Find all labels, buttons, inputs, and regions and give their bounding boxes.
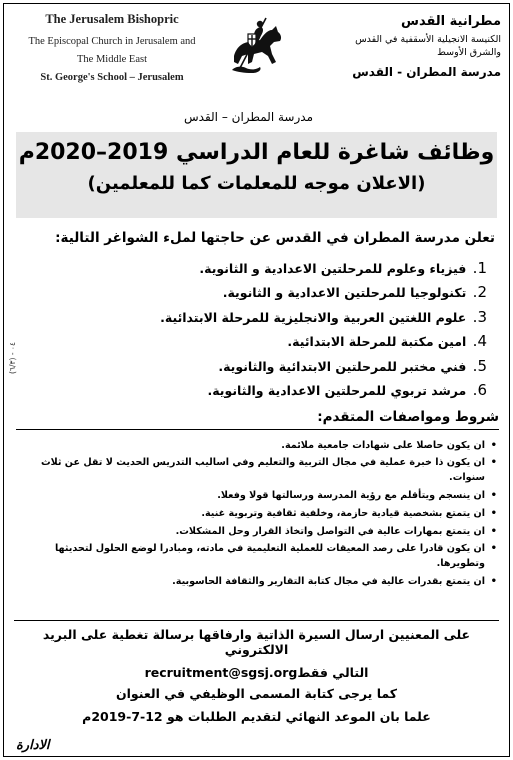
conditions-title: شروط ومواصفات المتقدم: (317, 409, 499, 425)
list-item: • ان يكون قادرا على رصد المعيقات للعملية التعليمية في مادته، ومبادرا لوضع الحلول لتحديثها وتطويرها. (11, 542, 499, 571)
list-item: 3. علوم اللغتين العربية والانجليزية للمرحلة الابتدائية. (160, 307, 487, 326)
region-name: The Middle East (77, 54, 147, 65)
intro-text: تعلن مدرسة المطران في القدس عن حاجتها لملء الشواغر التالية: (55, 230, 495, 246)
vacancies-banner (16, 132, 497, 218)
region-name-ar: والشرق الأوسط (437, 47, 501, 58)
list-item: 6. مرشد تربوي للمرحلتين الاعدادية والثانوية. (207, 380, 487, 399)
list-item: • ان يتمتع بمهارات عالية في التواصل واتخاذ القرار وحل المشكلات. (11, 524, 499, 539)
list-item: 4. امين مكتبة للمرحلة الابتدائية. (287, 332, 487, 351)
english-letterhead (12, 12, 212, 83)
apply-instruction: على المعنيين ارسال السيرة الذاتية وارفاقها برسالة تغطية على البريد الالكتروني (42, 627, 471, 657)
school-name-ar: مدرسة المطران - القدس (352, 65, 501, 79)
banner-subtitle: (الاعلان موجه للمعلمات كما للمعلمين) (87, 173, 426, 194)
email-line (14, 665, 499, 680)
list-item: 1. فيزياء وعلوم للمرحلتين الاعدادية و الثانوية. (199, 259, 487, 277)
church-name-ar: الكنيسة الانجيلية الأسقفية في القدس (355, 34, 501, 45)
subject-instruction: كما يرجى كتابة المسمى الوظيفي في العنوان (115, 686, 398, 701)
list-item: • ان يكون حاصلا على شهادات جامعية ملائمة. (11, 438, 499, 453)
church-name: The Episcopal Church in Jerusalem and (28, 36, 196, 47)
margin-reference-note: (٦/٣) - ٠٤ (8, 342, 17, 374)
administration-signature: الادارة (16, 738, 50, 753)
bishopric-name-ar: مطرانية القدس (401, 14, 501, 29)
list-item: 5. فني مختبر للمرحلتين الابتدائية والثانوية. (218, 356, 487, 375)
list-item: • ان يتمتع بشخصية قيادية حازمة، وخلفية ثقافية وتربوية غنية. (11, 506, 499, 521)
bishopric-name: The Jerusalem Bishopric (45, 12, 179, 26)
conditions-list (11, 438, 499, 592)
banner-title: وظائف شاغرة للعام الدراسي 2019–2020م (18, 140, 495, 165)
positions-list (160, 256, 487, 402)
list-item: • ان ينسجم ويتأقلم مع رؤية المدرسة ورسالتها قولا وفعلا. (11, 488, 499, 503)
email-prefix: التالي فقط (297, 665, 369, 680)
list-item: 2. تكنولوجيا للمرحلتين الاعدادية و الثانوية. (222, 283, 487, 302)
application-instructions (14, 620, 499, 738)
deadline-text: علما بان الموعد النهائي لتقديم الطلبات هو 12-7-2019م (82, 709, 431, 724)
list-item: • ان يتمتع بقدرات عالية في مجال كتابة التقارير والثقافة الحاسوبية. (11, 574, 499, 589)
list-item: • ان يكون ذا خبرة عملية في مجال التربية والتعليم وفي اساليب التدريس الحديث لا تقل عن ثلاث سنوات. (11, 456, 499, 485)
arabic-letterhead (331, 14, 501, 79)
school-subtitle: مدرسة المطران – القدس (184, 110, 313, 124)
st-george-dragon-logo-icon (226, 12, 288, 74)
email-address: recruitment@sgsj.org (144, 665, 298, 680)
letterhead (4, 4, 509, 104)
advertisement-page (3, 3, 510, 757)
school-name-en: St. George's School – Jerusalem (40, 72, 184, 83)
conditions-heading (16, 406, 499, 430)
